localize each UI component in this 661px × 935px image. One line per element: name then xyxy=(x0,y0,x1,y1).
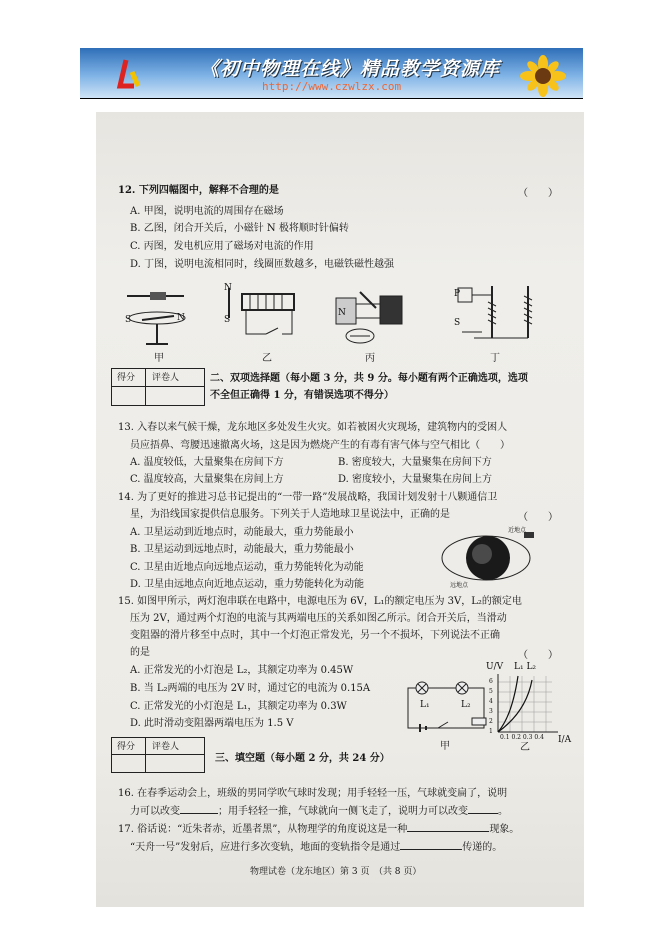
q13-option-d: D. 密度较小，大量聚集在房间上方 xyxy=(338,474,493,485)
q12-option-a: A. 甲图，说明电流的周围存在磁场 xyxy=(130,206,284,217)
graph-y-tick: 3 xyxy=(489,708,493,715)
q17-blank-1[interactable] xyxy=(407,831,489,832)
fig-circuit-jia: 甲 xyxy=(440,741,450,752)
graph-y-tick: 2 xyxy=(489,718,493,725)
figure-jia-circuit xyxy=(402,680,492,738)
graph-y-tick: 1 xyxy=(489,728,493,735)
fig-label-yi: 乙 xyxy=(262,353,272,364)
score-box-label-grader: 评卷人 xyxy=(152,742,180,752)
q17-text-c: “天舟一号”发射后，应进行多次变轨，地面的变轨指令是通过 xyxy=(130,842,401,853)
q17-text-b: 现象。 xyxy=(489,824,520,835)
q12-answer-paren: （ ） xyxy=(518,188,558,199)
q14-answer-paren: （ ） xyxy=(518,512,558,523)
q13-option-a: A. 温度较低，大量聚集在房间下方 xyxy=(130,457,284,468)
score-box-label-score: 得分 xyxy=(117,373,136,383)
q15-stem-4: 的是 xyxy=(130,647,150,658)
q15-option-b: B. 当 L₂两端的电压为 2V 时，通过它的电流为 0.15A xyxy=(130,683,371,694)
figure-ding-electromagnets xyxy=(452,282,547,348)
score-box-label-score: 得分 xyxy=(117,742,136,752)
section-3-title: 三、填空题（每小题 2 分，共 24 分） xyxy=(215,753,390,764)
section-2-title: 二、双项选择题（每小题 3 分，共 9 分。每小题有两个正确选项，选项 xyxy=(210,373,528,384)
figure-yi-uv-graph xyxy=(492,672,562,738)
sunflower-image xyxy=(515,54,571,98)
fig-ding-p: P xyxy=(454,289,461,299)
q12-option-c: C. 丙图，发电机应用了磁场对电流的作用 xyxy=(130,241,314,252)
fig-jia-n: N xyxy=(177,313,185,323)
fig-label-ding: 丁 xyxy=(490,353,500,364)
score-box-divider xyxy=(111,754,204,755)
banner-divider xyxy=(80,98,583,99)
score-box-divider xyxy=(145,368,146,405)
q13-option-c: C. 温度较高，大量聚集在房间上方 xyxy=(130,474,284,485)
fig-label-bing: 丙 xyxy=(365,353,375,364)
graph-x-axis-label: I/A xyxy=(558,735,572,745)
q15-option-c: C. 正常发光的小灯泡是 L₁，其额定功率为 0.3W xyxy=(130,701,347,712)
q13-stem-2: 员应捂鼻、弯腰迅速撤离火场，这是因为燃烧产生的有毒有害气体与空气相比（ ） xyxy=(130,440,510,451)
q15-answer-paren: （ ） xyxy=(518,650,558,661)
graph-y-tick: 6 xyxy=(489,678,493,685)
fig-jia-s: S xyxy=(125,315,132,325)
fig-yi-s: S xyxy=(224,315,231,325)
q17-text-a: 17. 俗话说：“近朱者赤，近墨者黑”，从物理学的角度说这是一种 xyxy=(118,824,408,835)
q17-text-d: 传递的。 xyxy=(462,842,503,853)
q17-blank-2[interactable] xyxy=(400,849,462,850)
q14-option-d: D. 卫星由远地点向近地点运动，重力势能转化为动能 xyxy=(130,579,365,590)
q17-stem-1 xyxy=(118,823,519,836)
score-box-divider xyxy=(145,737,146,772)
fig-bing-n: N xyxy=(338,308,346,318)
fig-ding-s: S xyxy=(454,318,461,328)
q16-stem-1: 16. 在春季运动会上，班级的男同学吹气球时发现；用手轻轻一压，气球就变扁了，说明 xyxy=(118,788,508,799)
fig-yi-n: N xyxy=(224,283,232,293)
site-logo xyxy=(112,56,152,92)
q12-option-d: D. 丁图，说明电流相同时，线圈匝数越多，电磁铁磁性越强 xyxy=(130,259,395,270)
q14-stem-1: 14. 为了更好的推进习总书记提出的“一带一路”发展战略，我国计划发射十八颗通信卫 xyxy=(118,492,498,503)
q14-option-a: A. 卫星运动到近地点时，动能最大，重力势能最小 xyxy=(130,527,354,538)
figure-satellite-orbit xyxy=(446,526,542,588)
q14-option-b: B. 卫星运动到远地点时，动能最大，重力势能最小 xyxy=(130,544,354,555)
fig-satellite-perigee: 近地点 xyxy=(508,527,527,534)
fig-label-jia: 甲 xyxy=(154,353,164,364)
q12-option-b: B. 乙图，闭合开关后，小磁针 N 极将顺时针偏转 xyxy=(130,223,349,234)
graph-y-tick: 4 xyxy=(489,698,493,705)
q13-option-b: B. 密度较大，大量聚集在房间下方 xyxy=(338,457,492,468)
fig-satellite-apogee: 远地点 xyxy=(450,582,469,589)
score-box-label-grader: 评卷人 xyxy=(152,373,180,383)
banner-title: 《初中物理在线》精品教学资源库 xyxy=(200,58,501,80)
page-footer: 物理试卷（龙东地区）第 3 页 （共 8 页） xyxy=(250,867,422,877)
graph-y-axis-label: U/V xyxy=(486,662,504,672)
q15-option-a: A. 正常发光的小灯泡是 L₂，其额定功率为 0.45W xyxy=(130,665,354,676)
q14-stem-2: 星，为沿线国家提供信息服务。下列关于人造地球卫星说法中，正确的是 xyxy=(130,509,450,520)
figure-yi-solenoid xyxy=(226,284,306,344)
fig-graph-yi: 乙 xyxy=(520,742,530,753)
graph-curve-labels: L₁ L₂ xyxy=(514,662,537,672)
score-box-divider xyxy=(111,386,204,387)
q16-blank-2[interactable] xyxy=(468,813,498,814)
q14-option-c: C. 卫星由近地点向远地点运动，重力势能转化为动能 xyxy=(130,562,364,573)
q12-stem: 12. 下列四幅图中，解释不合理的是 xyxy=(118,185,279,196)
q16-text-c: 。 xyxy=(498,806,508,817)
q17-stem-2 xyxy=(130,841,502,854)
fig-circuit-l1: L₁ xyxy=(420,700,430,710)
q16-blank-1[interactable] xyxy=(180,813,218,814)
graph-x-ticks: 0.1 0.2 0.3 0.4 xyxy=(500,734,544,741)
q16-text-b: ；用手轻轻一推，气球就向一侧飞走了，说明力可以改变 xyxy=(218,806,468,817)
banner-url[interactable]: http://www.czwlzx.com xyxy=(262,80,402,93)
graph-y-tick: 5 xyxy=(489,688,493,695)
q15-option-d: D. 此时滑动变阻器两端电压为 1.5 V xyxy=(130,718,294,729)
q16-text-a: 力可以改变 xyxy=(130,806,180,817)
q15-stem-3: 变阻器的滑片移至中点时，其中一个灯泡正常发光，另一个不损坏，下列说法不正确 xyxy=(130,630,500,641)
q16-stem-2 xyxy=(130,805,508,818)
q15-stem-1: 15. 如图甲所示，两灯泡串联在电路中，电源电压为 6V，L₁的额定电压为 3V，L₂的额定电 xyxy=(118,596,522,607)
q13-stem-1: 13. 入春以来气候干燥，龙东地区多处发生火灾。如若被困火灾现场，建筑物内的受困人 xyxy=(118,422,508,433)
q15-stem-2: 压为 2V，通过两个灯泡的电流与其两端电压的关系如图乙所示。闭合开关后，当滑动 xyxy=(130,613,507,624)
fig-circuit-l2: L₂ xyxy=(461,700,471,710)
section-2-note: 不全但正确得 1 分，有错误选项不得分） xyxy=(210,390,394,401)
